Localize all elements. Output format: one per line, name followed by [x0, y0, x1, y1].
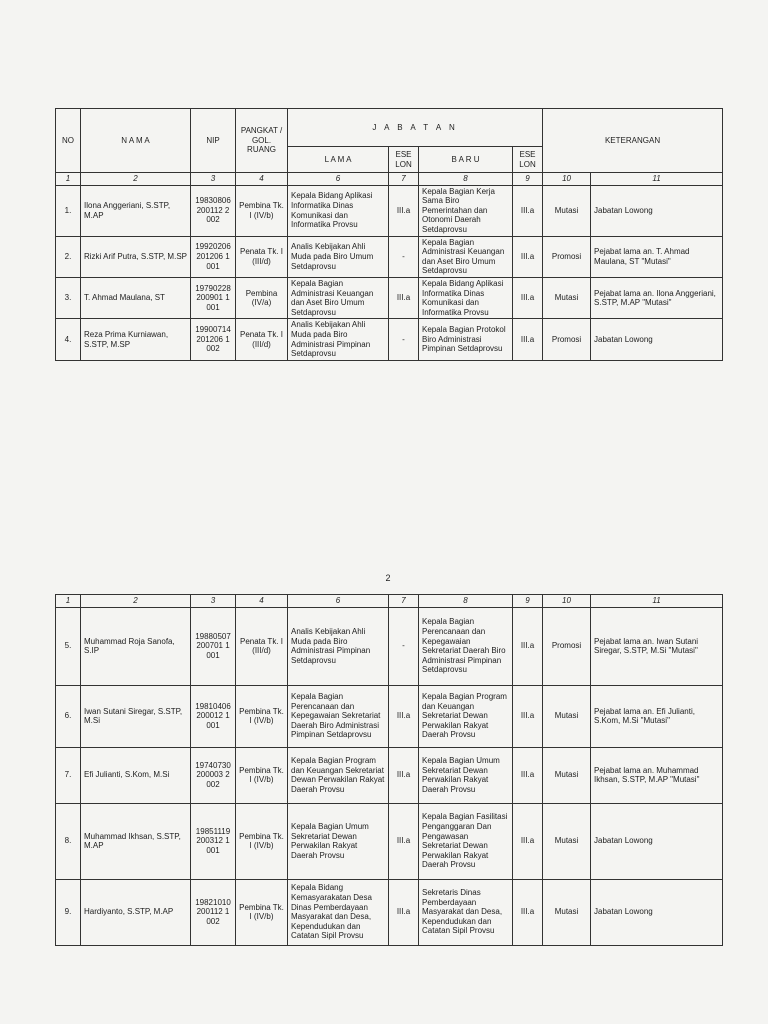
- old-position-cell: Analis Kebijakan Ahli Muda pada Biro Administrasi Pimpinan Setdaprovsu: [288, 319, 389, 360]
- remark-type-cell: Mutasi: [543, 277, 591, 318]
- remark-note-cell: Pejabat lama an. Ilona Anggeriani, S.STP, M.AP "Mutasi": [591, 277, 723, 318]
- column-number-cell: 8: [419, 173, 513, 186]
- rank-cell: Pembina Tk. I (IV/b): [236, 747, 288, 803]
- nip-cell: 19830806 200112 2 002: [191, 185, 236, 236]
- old-echelon-cell: III.a: [389, 747, 419, 803]
- row-number: 6.: [56, 685, 81, 747]
- column-number-cell: 10: [543, 173, 591, 186]
- mutation-table-page1: [55, 108, 723, 361]
- table-row: [56, 277, 723, 318]
- column-number-cell: 9: [513, 173, 543, 186]
- remark-note-cell: Jabatan Lowong: [591, 803, 723, 879]
- new-echelon-cell: III.a: [513, 607, 543, 685]
- remark-note-cell: Pejabat lama an. Efi Julianti, S.Kom, M.Si "Mutasi": [591, 685, 723, 747]
- new-position-cell: Kepala Bagian Program dan Keuangan Sekretariat Dewan Perwakilan Rakyat Daerah Provsu: [419, 685, 513, 747]
- header-keterangan: KETERANGAN: [543, 109, 723, 173]
- old-echelon-cell: -: [389, 607, 419, 685]
- old-echelon-cell: III.a: [389, 879, 419, 945]
- rank-cell: Pembina Tk. I (IV/b): [236, 879, 288, 945]
- column-number-cell: 2: [81, 595, 191, 608]
- column-number-cell: 7: [389, 173, 419, 186]
- new-position-cell: Sekretaris Dinas Pemberdayaan Masyarakat dan Desa, Kependudukan dan Catatan Sipil Provsu: [419, 879, 513, 945]
- nip-cell: 19920206 201206 1 001: [191, 236, 236, 277]
- row-number: 7.: [56, 747, 81, 803]
- nip-cell: 19900714 201206 1 002: [191, 319, 236, 360]
- table-row: [56, 685, 723, 747]
- table-row: [56, 236, 723, 277]
- header-jabatan: J A B A T A N: [288, 109, 543, 147]
- table-row: [56, 879, 723, 945]
- column-number-row: [56, 595, 723, 608]
- remark-type-cell: Mutasi: [543, 685, 591, 747]
- new-echelon-cell: III.a: [513, 747, 543, 803]
- column-number-row: [56, 173, 723, 186]
- new-echelon-cell: III.a: [513, 879, 543, 945]
- header-nip: NIP: [191, 109, 236, 173]
- header-eselon-baru: ESE LON: [513, 147, 543, 173]
- name-cell: Efi Julianti, S.Kom, M.Si: [81, 747, 191, 803]
- row-number: 1.: [56, 185, 81, 236]
- column-number-row: [56, 595, 723, 608]
- remark-type-cell: Mutasi: [543, 803, 591, 879]
- row-number: 2.: [56, 236, 81, 277]
- header-eselon-lama: ESE LON: [389, 147, 419, 173]
- new-position-cell: Kepala Bagian Kerja Sama Biro Pemerintahan dan Otonomi Daerah Setdaprovsu: [419, 185, 513, 236]
- remark-type-cell: Promosi: [543, 607, 591, 685]
- name-cell: Rizki Arif Putra, S.STP, M.SP: [81, 236, 191, 277]
- old-echelon-cell: III.a: [389, 685, 419, 747]
- header-nama: N A M A: [81, 109, 191, 173]
- remark-type-cell: Mutasi: [543, 185, 591, 236]
- rank-cell: Pembina Tk. I (IV/b): [236, 185, 288, 236]
- header-baru: B A R U: [419, 147, 513, 173]
- new-echelon-cell: III.a: [513, 685, 543, 747]
- remark-note-cell: Pejabat lama an. T. Ahmad Maulana, ST "Mutasi": [591, 236, 723, 277]
- old-echelon-cell: -: [389, 236, 419, 277]
- table-body-page2: [56, 607, 723, 945]
- remark-note-cell: Pejabat lama an. Iwan Sutani Siregar, S.STP, M.Si "Mutasi": [591, 607, 723, 685]
- rank-cell: Penata Tk. I (III/d): [236, 607, 288, 685]
- name-cell: Ilona Anggeriani, S.STP, M.AP: [81, 185, 191, 236]
- rank-cell: Pembina Tk. I (IV/b): [236, 685, 288, 747]
- old-position-cell: Kepala Bagian Program dan Keuangan Sekretariat Dewan Perwakilan Rakyat Daerah Provsu: [288, 747, 389, 803]
- row-number: 9.: [56, 879, 81, 945]
- remark-note-cell: Jabatan Lowong: [591, 879, 723, 945]
- column-number-cell: 11: [591, 173, 723, 186]
- new-position-cell: Kepala Bagian Perencanaan dan Kepegawaian Sekretariat Daerah Biro Administrasi Pimpinan Setdaprovsu: [419, 607, 513, 685]
- header-no: NO: [56, 109, 81, 173]
- old-position-cell: Kepala Bagian Umum Sekretariat Dewan Perwakilan Rakyat Daerah Provsu: [288, 803, 389, 879]
- row-number: 3.: [56, 277, 81, 318]
- header-pangkat: PANGKAT / GOL. RUANG: [236, 109, 288, 173]
- new-echelon-cell: III.a: [513, 319, 543, 360]
- column-number-cell: 4: [236, 595, 288, 608]
- name-cell: Muhammad Ikhsan, S.STP, M.AP: [81, 803, 191, 879]
- new-echelon-cell: III.a: [513, 803, 543, 879]
- old-echelon-cell: III.a: [389, 185, 419, 236]
- column-number-cell: 3: [191, 173, 236, 186]
- nip-cell: 19790228 200901 1 001: [191, 277, 236, 318]
- new-position-cell: Kepala Bagian Fasilitasi Penganggaran Dan Pengawasan Sekretariat Dewan Perwakilan Rakyat Daerah Provsu: [419, 803, 513, 879]
- table-row: [56, 319, 723, 360]
- rank-cell: Pembina Tk. I (IV/b): [236, 803, 288, 879]
- new-echelon-cell: III.a: [513, 277, 543, 318]
- table-row: [56, 185, 723, 236]
- column-number-cell: 4: [236, 173, 288, 186]
- old-position-cell: Analis Kebijakan Ahli Muda pada Biro Umum Setdaprovsu: [288, 236, 389, 277]
- old-echelon-cell: III.a: [389, 803, 419, 879]
- new-position-cell: Kepala Bidang Aplikasi Informatika Dinas Komunikasi dan Informatika Provsu: [419, 277, 513, 318]
- rank-cell: Penata Tk. I (III/d): [236, 319, 288, 360]
- old-position-cell: Analis Kebijakan Ahli Muda pada Biro Administrasi Pimpinan Setdaprovsu: [288, 607, 389, 685]
- rank-cell: Pembina (IV/a): [236, 277, 288, 318]
- nip-cell: 19821010 200112 1 002: [191, 879, 236, 945]
- name-cell: Reza Prima Kurniawan, S.STP, M.SP: [81, 319, 191, 360]
- page-number: 2: [385, 573, 391, 583]
- remark-note-cell: Jabatan Lowong: [591, 185, 723, 236]
- row-number: 8.: [56, 803, 81, 879]
- column-number-row: [56, 173, 723, 186]
- column-number-cell: 6: [288, 595, 389, 608]
- old-echelon-cell: III.a: [389, 277, 419, 318]
- row-number: 4.: [56, 319, 81, 360]
- old-position-cell: Kepala Bidang Aplikasi Informatika Dinas Komunikasi dan Informatika Provsu: [288, 185, 389, 236]
- nip-cell: 19851119 200312 1 001: [191, 803, 236, 879]
- table-row: [56, 803, 723, 879]
- remark-type-cell: Mutasi: [543, 879, 591, 945]
- rank-cell: Penata Tk. I (III/d): [236, 236, 288, 277]
- new-echelon-cell: III.a: [513, 185, 543, 236]
- column-number-cell: 2: [81, 173, 191, 186]
- new-position-cell: Kepala Bagian Administrasi Keuangan dan Aset Biro Umum Setdaprovsu: [419, 236, 513, 277]
- column-number-cell: 1: [56, 173, 81, 186]
- column-number-cell: 11: [591, 595, 723, 608]
- new-position-cell: Kepala Bagian Umum Sekretariat Dewan Perwakilan Rakyat Daerah Provsu: [419, 747, 513, 803]
- table-row: [56, 607, 723, 685]
- column-number-cell: 6: [288, 173, 389, 186]
- column-number-cell: 3: [191, 595, 236, 608]
- column-number-cell: 1: [56, 595, 81, 608]
- remark-type-cell: Promosi: [543, 319, 591, 360]
- name-cell: Iwan Sutani Siregar, S.STP, M.Si: [81, 685, 191, 747]
- remark-type-cell: Promosi: [543, 236, 591, 277]
- nip-cell: 19740730 200003 2 002: [191, 747, 236, 803]
- column-number-cell: 9: [513, 595, 543, 608]
- remark-note-cell: Pejabat lama an. Muhammad Ikhsan, S.STP, M.AP "Mutasi": [591, 747, 723, 803]
- new-position-cell: Kepala Bagian Protokol Biro Administrasi Pimpinan Setdaprovsu: [419, 319, 513, 360]
- table-row: [56, 747, 723, 803]
- new-echelon-cell: III.a: [513, 236, 543, 277]
- nip-cell: 19880507 200701 1 001: [191, 607, 236, 685]
- name-cell: Muhammad Roja Sanofa, S.IP: [81, 607, 191, 685]
- row-number: 5.: [56, 607, 81, 685]
- table-body-page1: [56, 185, 723, 360]
- old-position-cell: Kepala Bagian Perencanaan dan Kepegawaian Sekretariat Daerah Biro Administrasi Pimpinan Setdaprovsu: [288, 685, 389, 747]
- header-lama: L A M A: [288, 147, 389, 173]
- old-position-cell: Kepala Bidang Kemasyarakatan Desa Dinas Pemberdayaan Masyarakat dan Desa, Kependudukan dan Catatan Sipil Provsu: [288, 879, 389, 945]
- old-position-cell: Kepala Bagian Administrasi Keuangan dan Aset Biro Umum Setdaprovsu: [288, 277, 389, 318]
- old-echelon-cell: -: [389, 319, 419, 360]
- name-cell: Hardiyanto, S.STP, M.AP: [81, 879, 191, 945]
- column-number-cell: 10: [543, 595, 591, 608]
- remark-type-cell: Mutasi: [543, 747, 591, 803]
- mutation-table-page2: [55, 594, 723, 946]
- nip-cell: 19810406 200012 1 001: [191, 685, 236, 747]
- column-number-cell: 8: [419, 595, 513, 608]
- remark-note-cell: Jabatan Lowong: [591, 319, 723, 360]
- column-number-cell: 7: [389, 595, 419, 608]
- name-cell: T. Ahmad Maulana, ST: [81, 277, 191, 318]
